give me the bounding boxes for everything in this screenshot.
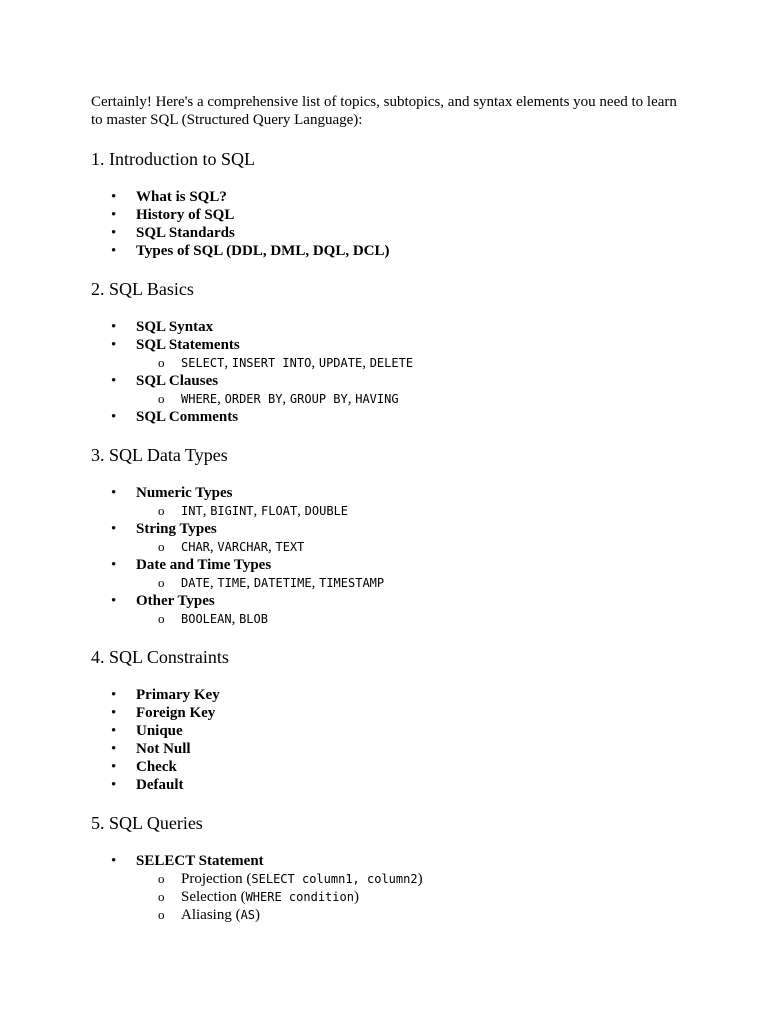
circle-bullet-marker: o bbox=[158, 539, 165, 554]
section-title: 3. SQL Data Types bbox=[91, 445, 228, 465]
topic-item bbox=[91, 224, 691, 242]
topic-item bbox=[91, 242, 691, 260]
bullet-marker: • bbox=[111, 741, 117, 757]
section-title: 2. SQL Basics bbox=[91, 279, 194, 299]
topic-label: String Types bbox=[136, 521, 217, 537]
bullet-marker: • bbox=[111, 723, 117, 739]
code-keyword: WHERE bbox=[181, 392, 218, 406]
section bbox=[91, 812, 691, 924]
topic-label: Date and Time Types bbox=[136, 557, 272, 573]
subtopic-list bbox=[136, 502, 691, 520]
topic-label: Check bbox=[136, 759, 177, 775]
section-title: 1. Introduction to SQL bbox=[91, 149, 255, 169]
subtopic-text: Selection ( bbox=[181, 889, 246, 905]
circle-bullet-marker: o bbox=[158, 503, 165, 518]
circle-bullet-marker: o bbox=[158, 871, 165, 886]
code-keyword: HAVING bbox=[355, 392, 399, 406]
bullet-marker: • bbox=[111, 243, 117, 259]
code-keyword: VARCHAR bbox=[217, 540, 268, 554]
subtopic-item bbox=[91, 502, 691, 520]
topic-list bbox=[91, 188, 691, 260]
subtopic-list bbox=[136, 390, 691, 408]
section-title: 5. SQL Queries bbox=[91, 813, 203, 833]
bullet-marker: • bbox=[111, 759, 117, 775]
subtopic-text: , bbox=[246, 575, 254, 591]
code-keyword: SELECT column1, column2 bbox=[251, 872, 418, 886]
topic-label: History of SQL bbox=[136, 207, 235, 223]
circle-bullet-marker: o bbox=[158, 907, 165, 922]
circle-bullet-marker: o bbox=[158, 355, 165, 370]
bullet-marker: • bbox=[111, 485, 117, 501]
topic-list bbox=[91, 852, 691, 924]
topic-item bbox=[91, 520, 691, 556]
bullet-marker: • bbox=[111, 373, 117, 389]
topic-item bbox=[91, 484, 691, 520]
topic-item bbox=[91, 740, 691, 758]
section bbox=[91, 444, 691, 628]
bullet-marker: • bbox=[111, 189, 117, 205]
subtopic-list bbox=[136, 870, 691, 924]
topic-label: SQL Clauses bbox=[136, 373, 219, 389]
section bbox=[91, 278, 691, 426]
bullet-marker: • bbox=[111, 777, 117, 793]
topic-item bbox=[91, 592, 691, 628]
topic-item bbox=[91, 686, 691, 704]
subtopic-item bbox=[91, 538, 691, 556]
subtopic-text: Aliasing ( bbox=[181, 907, 241, 923]
topic-label: SQL Statements bbox=[136, 337, 240, 353]
code-keyword: DATETIME bbox=[253, 576, 312, 590]
subtopic-text: , bbox=[297, 503, 305, 519]
topic-label: Other Types bbox=[136, 593, 215, 609]
topic-item bbox=[91, 704, 691, 722]
subtopic-text: , bbox=[209, 575, 218, 591]
topic-label: Not Null bbox=[136, 741, 191, 757]
topic-label: What is SQL? bbox=[136, 189, 227, 205]
subtopic-text: , bbox=[209, 539, 218, 555]
code-keyword: TIMESTAMP bbox=[319, 576, 385, 590]
circle-bullet-marker: o bbox=[158, 611, 165, 626]
subtopic-text: , bbox=[202, 503, 211, 519]
bullet-marker: • bbox=[111, 687, 117, 703]
subtopic-text: , bbox=[362, 355, 370, 371]
subtopic-text: , bbox=[231, 611, 240, 627]
subtopic-item bbox=[91, 888, 691, 906]
code-keyword: AS bbox=[240, 908, 256, 922]
subtopic-item bbox=[91, 574, 691, 592]
section-title: 4. SQL Constraints bbox=[91, 647, 229, 667]
bullet-marker: • bbox=[111, 337, 117, 353]
topic-label: Default bbox=[136, 777, 184, 793]
topic-label: Unique bbox=[136, 723, 183, 739]
topic-label: SELECT Statement bbox=[136, 853, 264, 869]
subtopic-list bbox=[136, 574, 691, 592]
topic-item bbox=[91, 776, 691, 794]
bullet-marker: • bbox=[111, 207, 117, 223]
subtopic-item bbox=[91, 354, 691, 372]
subtopic-list bbox=[136, 354, 691, 372]
code-keyword: DATE bbox=[181, 576, 210, 590]
code-keyword: DOUBLE bbox=[304, 504, 349, 518]
topic-list bbox=[91, 318, 691, 426]
circle-bullet-marker: o bbox=[158, 575, 165, 590]
topic-item bbox=[91, 372, 691, 408]
sections-container bbox=[91, 148, 691, 924]
code-keyword: FLOAT bbox=[261, 504, 298, 518]
subtopic-text: ) bbox=[417, 871, 423, 887]
topic-label: Foreign Key bbox=[136, 705, 216, 721]
subtopic-text: , bbox=[282, 391, 290, 407]
topic-item bbox=[91, 188, 691, 206]
code-keyword: ORDER BY bbox=[224, 392, 283, 406]
topic-label: SQL Comments bbox=[136, 409, 239, 425]
section bbox=[91, 148, 691, 260]
topic-item bbox=[91, 318, 691, 336]
bullet-marker: • bbox=[111, 319, 117, 335]
bullet-marker: • bbox=[111, 557, 117, 573]
subtopic-text: , bbox=[224, 355, 232, 371]
topic-label: Primary Key bbox=[136, 687, 220, 703]
topic-label: Types of SQL (DDL, DML, DQL, DCL) bbox=[136, 243, 390, 259]
code-keyword: BIGINT bbox=[210, 504, 254, 518]
code-keyword: BLOB bbox=[239, 612, 268, 626]
code-keyword: TIME bbox=[217, 576, 247, 590]
code-keyword: DELETE bbox=[369, 356, 414, 370]
topic-label: SQL Syntax bbox=[136, 319, 214, 335]
topic-list bbox=[91, 686, 691, 794]
circle-bullet-marker: o bbox=[158, 889, 165, 904]
topic-item bbox=[91, 852, 691, 924]
bullet-marker: • bbox=[111, 593, 117, 609]
subtopic-text: Projection ( bbox=[181, 871, 252, 887]
topic-item bbox=[91, 336, 691, 372]
code-keyword: UPDATE bbox=[318, 356, 363, 370]
topic-item bbox=[91, 722, 691, 740]
subtopic-text: , bbox=[311, 575, 320, 591]
subtopic-text: ) bbox=[353, 889, 359, 905]
topic-item bbox=[91, 408, 691, 426]
subtopic-text: , bbox=[217, 391, 225, 407]
bullet-marker: • bbox=[111, 705, 117, 721]
subtopic-text: , bbox=[311, 355, 319, 371]
topic-item bbox=[91, 758, 691, 776]
subtopic-item bbox=[91, 610, 691, 628]
code-keyword: TEXT bbox=[275, 540, 305, 554]
circle-bullet-marker: o bbox=[158, 391, 165, 406]
topic-label: Numeric Types bbox=[136, 485, 233, 501]
code-keyword: INSERT INTO bbox=[231, 356, 312, 370]
subtopic-item bbox=[91, 870, 691, 888]
code-keyword: CHAR bbox=[181, 540, 210, 554]
intro-paragraph: Certainly! Here's a comprehensive list of topics, subtopics, and syntax elements you need to learn to master SQL (Structured Query Language): bbox=[91, 94, 677, 128]
subtopic-item bbox=[91, 390, 691, 408]
bullet-marker: • bbox=[111, 521, 117, 537]
subtopic-text: , bbox=[347, 391, 356, 407]
code-keyword: INT bbox=[181, 504, 203, 518]
topic-item bbox=[91, 206, 691, 224]
topic-label: SQL Standards bbox=[136, 225, 235, 241]
subtopic-item bbox=[91, 906, 691, 924]
document-page bbox=[91, 93, 691, 924]
bullet-marker: • bbox=[111, 853, 117, 869]
bullet-marker: • bbox=[111, 225, 117, 241]
code-keyword: SELECT bbox=[181, 356, 225, 370]
subtopic-text: , bbox=[253, 503, 262, 519]
code-keyword: GROUP BY bbox=[289, 392, 348, 406]
topic-item bbox=[91, 556, 691, 592]
code-keyword: BOOLEAN bbox=[181, 612, 232, 626]
subtopic-list bbox=[136, 538, 691, 556]
topic-list bbox=[91, 484, 691, 628]
subtopic-list bbox=[136, 610, 691, 628]
subtopic-text: , bbox=[267, 539, 276, 555]
bullet-marker: • bbox=[111, 409, 117, 425]
code-keyword: WHERE condition bbox=[245, 890, 354, 904]
subtopic-text: ) bbox=[255, 907, 261, 923]
section bbox=[91, 646, 691, 794]
